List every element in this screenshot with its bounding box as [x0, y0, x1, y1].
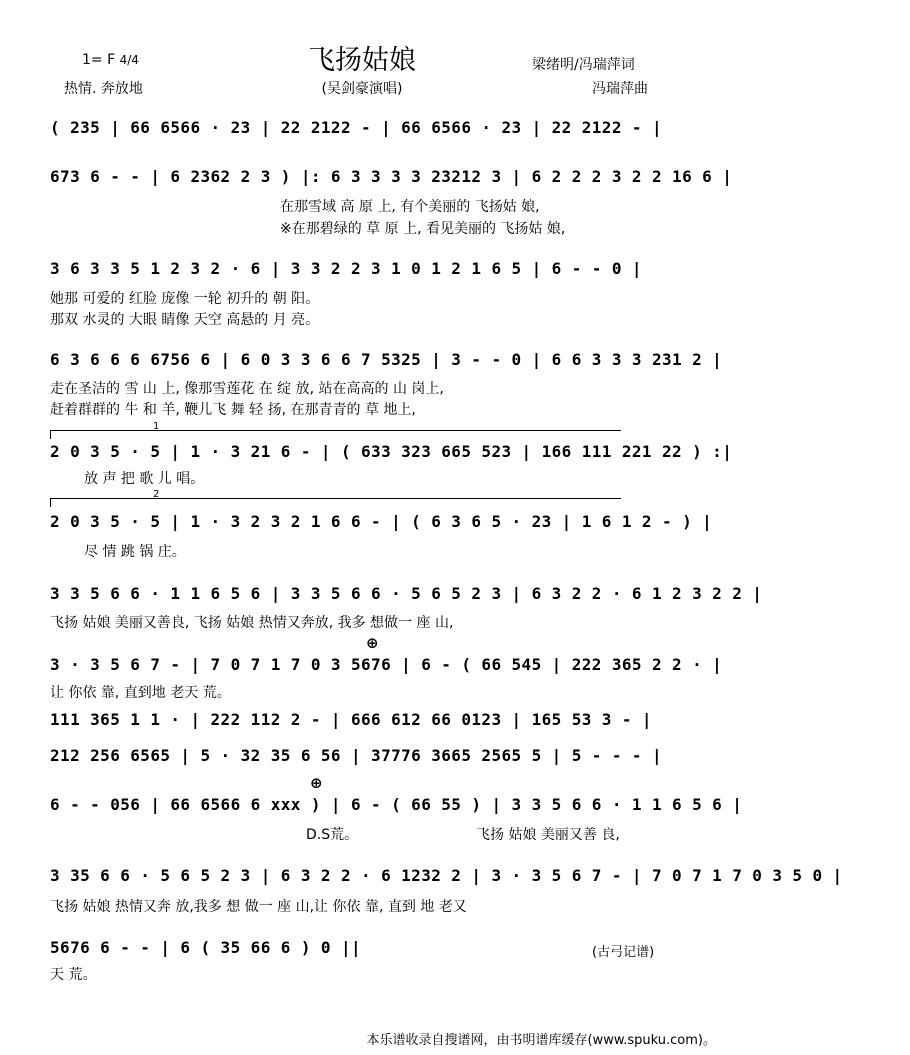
time-signature: 4/4 — [119, 53, 139, 67]
score-line-6: 2 0 3 5 · 5 | 1 · 3 2 3 2 1 6 6 - | ( 6 3 6 5 · 23 | 1 6 1 2 - ) | — [50, 512, 713, 531]
lyric-v1-line3: 她那 可爱的 红脸 庞像 一轮 初升的 朝 阳。 — [50, 291, 320, 307]
score-line-7: 3 3 5 6 6 · 1 1 6 5 6 | 3 3 5 6 6 · 5 6 5 2 3 | 6 3 2 2 · 6 1 2 3 2 2 | — [50, 584, 763, 603]
coda-sign-icon-2: ⊕ — [310, 774, 323, 792]
lyric-v2-line4: 赶着群群的 牛 和 羊, 鞭儿飞 舞 轻 扬, 在那青青的 草 地上, — [50, 402, 416, 418]
singer-credit: (吴剑豪演唱) — [321, 81, 403, 97]
lyric-ds: D.S荒。 — [306, 827, 359, 843]
score-line-3: 3 6 3 3 5 1 2 3 2 · 6 | 3 3 2 2 3 1 0 1 2 1 6 5 | 6 - - 0 | — [50, 259, 642, 278]
lyricist-credit: 梁绪明/冯瑞萍词 — [532, 57, 635, 73]
lyric-v2-line3: 那双 水灵的 大眼 睛像 天空 高悬的 月 亮。 — [50, 312, 320, 328]
transcriber-note: (古弓记谱) — [592, 945, 655, 960]
volta-number-2: 2 — [153, 489, 160, 500]
source-footer: 本乐谱收录自搜谱网，由书明谱库缓存(www.spuku.com)。 — [366, 1033, 716, 1048]
volta-bracket-1 — [50, 421, 621, 439]
lyric-line5: 放 声 把 歌 儿 唱。 — [84, 471, 205, 487]
key-text: 1= F — [82, 52, 116, 68]
score-line-8: 3 · 3 5 6 7 - | 7 0 7 1 7 0 3 5676 | 6 - ( 66 545 | 222 365 2 2 · | — [50, 655, 723, 674]
score-line-12: 3 35 6 6 · 5 6 5 2 3 | 6 3 2 2 · 6 1232 2 | 3 · 3 5 6 7 - | 7 0 7 1 7 0 3 5 0 | — [50, 866, 843, 885]
lyric-v1-line4: 走在圣洁的 雪 山 上, 像那雪莲花 在 绽 放, 站在高高的 山 岗上, — [50, 381, 444, 397]
lyric-line7: 飞扬 姑娘 美丽又善良, 飞扬 姑娘 热情又奔放, 我多 想做一 座 山, — [50, 615, 454, 631]
score-line-1: ( 235 | 66 6566 · 23 | 22 2122 - | 66 6566 · 23 | 22 2122 - | — [50, 118, 663, 137]
lyric-v1-line2: 在那雪域 高 原 上, 有个美丽的 飞扬姑 娘, — [280, 199, 540, 215]
score-line-13: 5676 6 - - | 6 ( 35 66 6 ) 0 || — [50, 938, 362, 957]
volta-number-1: 1 — [153, 421, 160, 432]
score-line-11: 6 - - 056 | 66 6566 6 xxx ) | 6 - ( 66 55 ) | 3 3 5 6 6 · 1 1 6 5 6 | — [50, 795, 743, 814]
lyric-line12: 飞扬 姑娘 热情又奔 放,我多 想 做一 座 山,让 你依 靠, 直到 地 老又 — [50, 899, 467, 915]
lyric-line13: 天 荒。 — [50, 967, 97, 983]
volta-bracket-2 — [50, 489, 621, 507]
score-line-2: 673 6 - - | 6 2362 2 3 ) |: 6 3 3 3 3 23212 3 | 6 2 2 2 3 2 2 16 6 | — [50, 167, 733, 186]
score-line-10: 212 256 6565 | 5 · 32 35 6 56 | 37776 3665 2565 5 | 5 - - - | — [50, 746, 663, 765]
score-line-4: 6 3 6 6 6 6756 6 | 6 0 3 3 6 6 7 5325 | 3 - - 0 | 6 6 3 3 3 231 2 | — [50, 350, 723, 369]
lyric-v2-line2: ※在那碧绿的 草 原 上, 看见美丽的 飞扬姑 娘, — [280, 221, 566, 237]
song-title: 飞扬姑娘 — [308, 45, 416, 76]
coda-sign-icon: ⊕ — [366, 634, 379, 652]
composer-credit: 冯瑞萍曲 — [592, 81, 648, 97]
tempo-mood: 热情. 奔放地 — [64, 81, 143, 97]
score-line-9: 111 365 1 1 · | 222 112 2 - | 666 612 66 0123 | 165 53 3 - | — [50, 710, 652, 729]
score-line-5: 2 0 3 5 · 5 | 1 · 3 21 6 - | ( 633 323 665 523 | 166 111 221 22 ) :| — [50, 442, 733, 461]
lyric-line11-refrain: 飞扬 姑娘 美丽又善 良, — [476, 827, 620, 843]
lyric-line8: 让 你依 靠, 直到地 老天 荒。 — [50, 685, 231, 701]
lyric-line6: 尽 情 跳 锅 庄。 — [84, 544, 186, 560]
